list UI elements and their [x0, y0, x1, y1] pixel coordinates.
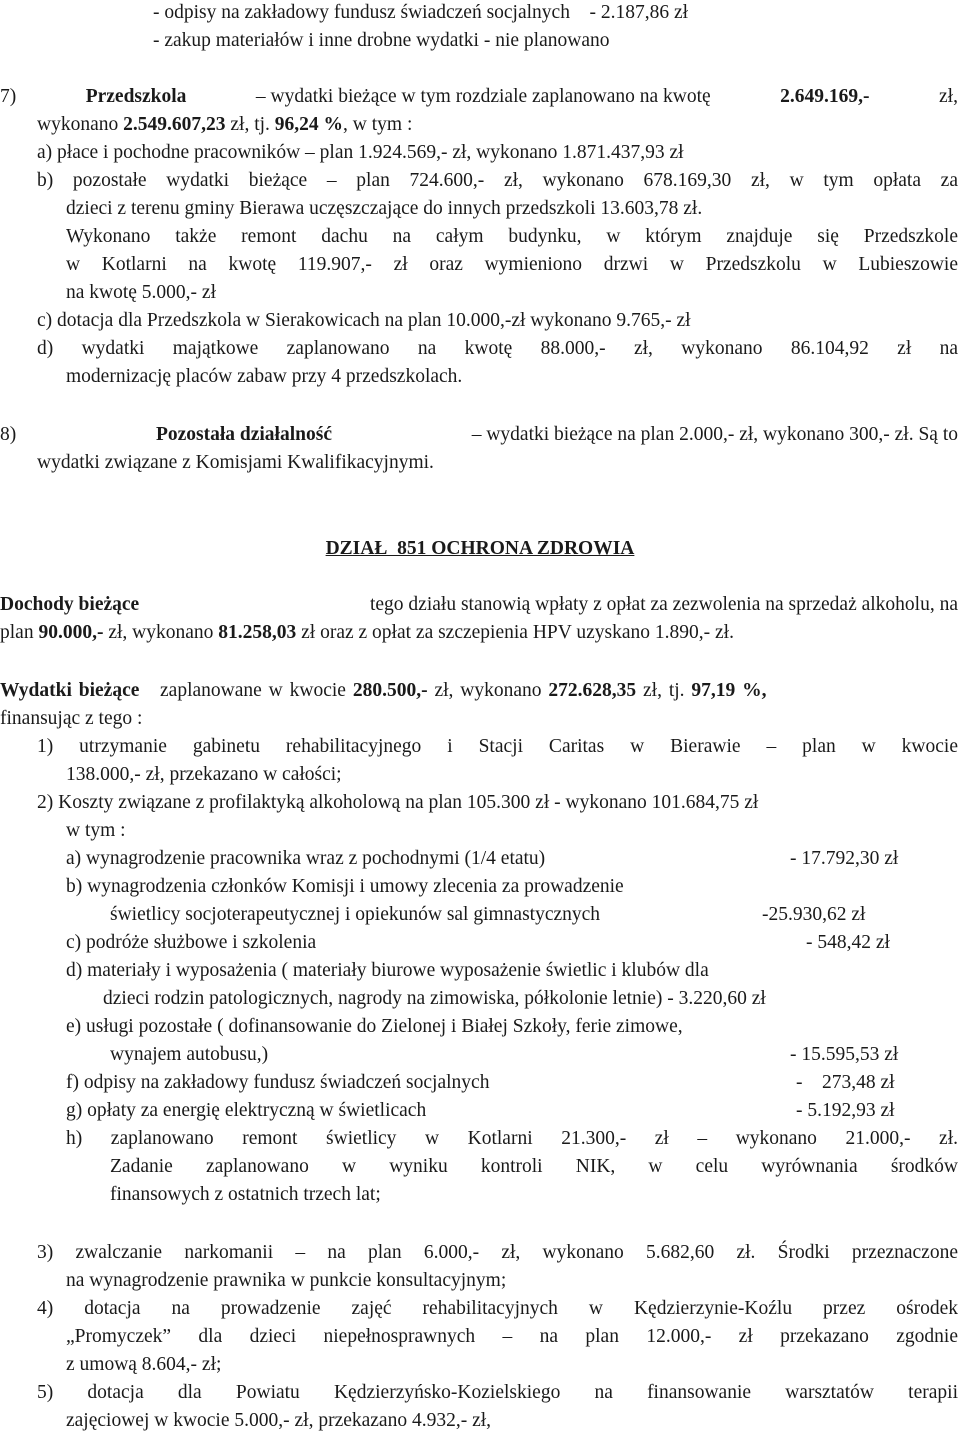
- percentage: 96,24 %: [274, 114, 344, 135]
- text-line: Zadanie zaplanowano w wyniku kontroli NIK, w celu wyrównania środków: [110, 1156, 958, 1177]
- text-fragment: – wydatki bieżące w tym rozdziale zaplanowano na kwotę: [255, 86, 711, 107]
- text-line: finansowych z ostatnich trzech lat;: [110, 1184, 381, 1205]
- amount: 90.000,-: [38, 622, 104, 643]
- list-item: 4) dotacja na prowadzenie zajęć rehabilitacyjnych w Kędzierzynie-Koźlu przez ośrodek: [37, 1298, 958, 1319]
- text-line: na wynagrodzenie prawnika w punkcie konsultacyjnym;: [66, 1270, 507, 1291]
- section-number: 8): [0, 424, 17, 445]
- text-fragment: plan: [0, 622, 34, 643]
- text-fragment: zł oraz z opłat za szczepienia HPV uzyskano 1.890,- zł.: [301, 622, 734, 643]
- amount: - 2.187,86 zł: [589, 2, 689, 23]
- text-line: świetlicy socjoterapeutycznej i opiekunów sal gimnastycznych: [110, 904, 601, 925]
- text-fragment: – wydatki bieżące na plan 2.000,- zł, wykonano 300,- zł. Są to: [471, 424, 958, 445]
- sub-item-label: c) podróże służbowe i szkolenia: [66, 932, 317, 953]
- text-fragment: zaplanowane w kwocie: [160, 680, 346, 701]
- sub-item-amount: -25.930,62 zł: [762, 904, 866, 925]
- text-line: w tym :: [66, 820, 126, 841]
- text-line: Wykonano także remont dachu na całym budynku, w którym znajduje się Przedszkole: [66, 226, 958, 247]
- amount: 280.500,-: [352, 680, 428, 701]
- amount: 81.258,03: [218, 622, 297, 643]
- section-title: Przedszkola: [85, 86, 187, 107]
- sub-item-label: h) zaplanowano remont świetlicy w Kotlarni 21.300,- zł – wykonano 21.000,- zł.: [66, 1128, 958, 1149]
- list-item: 5) dotacja dla Powiatu Kędzierzyńsko-Kozielskiego na finansowanie warsztatów terapii: [37, 1382, 958, 1403]
- text-line: modernizację placów zabaw przy 4 przedszkolach.: [66, 366, 463, 387]
- paragraph-line: [0, 679, 767, 703]
- list-item: a) płace i pochodne pracowników – plan 1.924.569,- zł, wykonano 1.871.437,93 zł: [37, 142, 684, 163]
- section-8-heading-line: [0, 423, 958, 447]
- sub-item-label: b) wynagrodzenia członków Komisji i umowy zlecenia za prowadzenie: [66, 876, 624, 897]
- sub-item-amount: - 17.792,30 zł: [790, 848, 899, 869]
- text-line: [153, 1, 688, 25]
- text-line: wydatki związane z Komisjami Kwalifikacyjnymi.: [37, 452, 434, 473]
- text-fragment: wykonano: [37, 114, 119, 135]
- list-item: c) dotacja dla Przedszkola w Sierakowicach na plan 10.000,-zł wykonano 9.765,- zł: [37, 310, 691, 331]
- list-item: b) pozostałe wydatki bieżące – plan 724.600,- zł, wykonano 678.169,30 zł, w tym opłata za: [37, 170, 958, 191]
- text-line: z umową 8.604,- zł;: [66, 1354, 222, 1375]
- section-7-heading-line: [0, 85, 958, 109]
- text-line: - zakup materiałów i inne drobne wydatki - nie planowano: [153, 30, 610, 51]
- bold-label: Wydatki bieżące: [0, 680, 140, 701]
- text-line: „Promyczek” dla dzieci niepełnosprawnych – na plan 12.000,- zł przekazano zgodnie: [66, 1326, 958, 1347]
- amount: 2.549.607,23: [123, 114, 226, 135]
- sub-item-amount: - 273,48 zł: [796, 1072, 895, 1093]
- text-line: dzieci z terenu gminy Bierawa uczęszczające do innych przedszkoli 13.603,78 zł.: [66, 198, 703, 219]
- section-title: Pozostała działalność: [155, 424, 332, 445]
- text-fragment: zł, wykonano: [434, 680, 542, 701]
- sub-item-label: a) wynagrodzenie pracownika wraz z pochodnymi (1/4 etatu): [66, 848, 546, 869]
- text-fragment: tego działu stanowią wpłaty z opłat za zezwolenia na sprzedaż alkoholu, na: [369, 594, 958, 615]
- text-line: 138.000,- zł, przekazano w całości;: [66, 764, 342, 785]
- text-line: [37, 113, 412, 137]
- amount: 272.628,35: [548, 680, 637, 701]
- sub-item-amount: - 5.192,93 zł: [796, 1100, 895, 1121]
- text-line: dzieci rodzin patologicznych, nagrody na zimowiska, półkolonie letnie) - 3.220,60 zł: [103, 988, 766, 1009]
- paragraph-line: finansując z tego :: [0, 708, 143, 729]
- list-item: 3) zwalczanie narkomanii – na plan 6.000,- zł, wykonano 5.682,60 zł. Środki przeznaczone: [37, 1242, 958, 1263]
- sub-item-label: d) materiały i wyposażenia ( materiały biurowe wyposażenie świetlic i klubów dla: [66, 960, 709, 981]
- paragraph-line: [0, 621, 734, 645]
- bold-label: Dochody bieżące: [0, 594, 140, 615]
- sub-item-label: g) opłaty za energię elektryczną w świetlicach: [66, 1100, 427, 1121]
- text-line: wynajem autobusu,): [110, 1044, 269, 1065]
- sub-item-amount: - 15.595,53 zł: [790, 1044, 899, 1065]
- text-line: w Kotlarni na kwotę 119.907,- zł oraz wymieniono drzwi w Przedszkolu w Lubieszowie: [66, 254, 958, 275]
- sub-item-amount: - 548,42 zł: [806, 932, 890, 953]
- text-fragment: zł, tj.: [643, 680, 685, 701]
- section-number: 7): [0, 86, 17, 107]
- text-fragment: - odpisy na zakładowy fundusz świadczeń socjalnych: [153, 2, 570, 23]
- text-fragment: zł, wykonano: [108, 622, 214, 643]
- sub-item-label: f) odpisy na zakładowy fundusz świadczeń socjalnych: [66, 1072, 490, 1093]
- text-fragment: zł, tj.: [230, 114, 270, 135]
- text-line: na kwotę 5.000,- zł: [66, 282, 217, 303]
- text-fragment: zł,: [939, 86, 958, 107]
- percentage: 97,19 %,: [691, 680, 767, 701]
- text-line: zajęciowej w kwocie 5.000,- zł, przekazano 4.932,- zł,: [66, 1410, 492, 1431]
- paragraph-line: [0, 593, 958, 617]
- list-item: 2) Koszty związane z profilaktyką alkoholową na plan 105.300 zł - wykonano 101.684,75 zł: [37, 792, 759, 813]
- sub-item-label: e) usługi pozostałe ( dofinansowanie do Zielonej i Białej Szkoły, ferie zimowe,: [66, 1016, 683, 1037]
- text-fragment: , w tym :: [343, 114, 413, 135]
- amount: 2.649.169,-: [780, 86, 870, 107]
- list-item: d) wydatki majątkowe zaplanowano na kwotę 88.000,- zł, wykonano 86.104,92 zł na: [37, 338, 958, 359]
- list-item: 1) utrzymanie gabinetu rehabilitacyjnego i Stacji Caritas w Bierawie – plan w kwocie: [37, 736, 958, 757]
- page-heading: DZIAŁ 851 OCHRONA ZDROWIA: [325, 538, 635, 559]
